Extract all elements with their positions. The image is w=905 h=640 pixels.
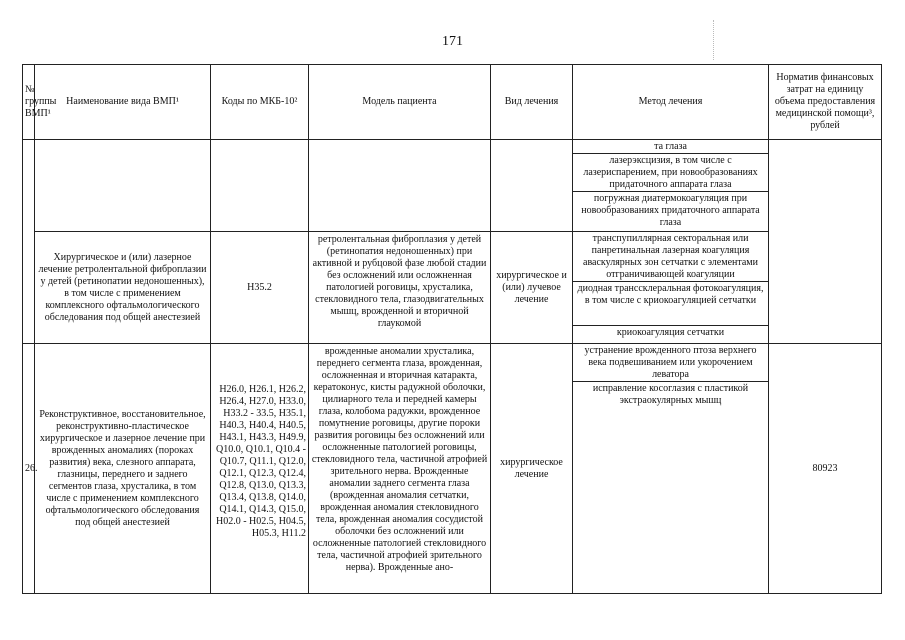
header-group-number: № группы ВМП¹ (23, 65, 35, 140)
cell-empty (35, 140, 211, 232)
header-icd-codes: Коды по МКБ-10² (211, 65, 309, 140)
header-treatment-method: Метод лечения (573, 65, 769, 140)
header-patient-model: Модель пациента (309, 65, 491, 140)
cell-empty (309, 140, 491, 232)
cell-norm-empty (769, 140, 882, 344)
header-cost-norm: Норматив финансовых затрат на единицу объема предоставления медицинской помощи³, рублей (769, 65, 882, 140)
cell-patient-model: ретролентальная фиброплазия у детей (ретинопатия недоношенных) при активной и рубцовой фазе любой стадии без осложнений или осложненная патологией роговицы, хрусталика, стекловидного тела, глазодвигательных мышц, врожденной и вторичной глаукомой (309, 232, 491, 344)
cell-icd-codes: H35.2 (211, 232, 309, 344)
method-item: лазерэксцизия, в том числе с лазериспарением, при новообразованиях придаточного аппарата глаза (573, 154, 768, 192)
cell-vmp-name: Реконструктивное, восстановительное, реконструктивно-пластическое хирургическое и лазерное лечение при врожденных аномалиях (пороках развития) века, слезного аппарата, глазницы, переднего и заднего сегментов глаза, хрусталика, в том числе с применением комплексного офтальмологического обследования под общей анестезией (35, 344, 211, 594)
cell-cost-norm: 80923 (769, 344, 882, 594)
cell-group-number: 26. (23, 344, 35, 594)
method-item: криокоагуляция сетчатки (616, 327, 725, 338)
cell-group-number-empty (23, 140, 35, 344)
cell-empty (491, 140, 573, 232)
cell-icd-codes: H26.0, H26.1, H26.2, H26.4, H27.0, H33.0, H33.2 - 33.5, H35.1, H40.3, H40.4, H40.5, H43.1, H43.3, H49.9, Q10.0, Q10.1, Q10.4 - Q10.7, Q11.1, Q12.0, Q12.1, Q12.3, Q12.4, Q12.8, Q13.0, Q13.3, Q13.4, Q13.8, Q14.0, Q14.1, Q14.3, Q15.0, H02.0 - H02.5, H04.5, H05.3, H11.2 (211, 344, 309, 594)
header-treatment-type: Вид лечения (491, 65, 573, 140)
cell-treatment-type: хирургическое и (или) лучевое лечение (491, 232, 573, 344)
header-vmp-name: Наименование вида ВМП¹ (35, 65, 211, 140)
method-item: погружная диатермокоагуляция при новообразованиях придаточного аппарата глаза (581, 193, 760, 228)
cell-methods (573, 140, 769, 232)
cell-patient-model: врожденные аномалии хрусталика, переднего сегмента глаза, врожденная, осложненная и вторичная катаракта, кератоконус, кисты радужной оболочки, цилиарного тела и передней камеры глаза, колобома радужки, врожденное помутнение роговицы, другие пороки развития роговицы без осложнений или осложненные патологией роговицы, стекловидного тела, частичной атрофией зрительного нерва. Врожденные аномалии заднего сегмента глаза (врожденная аномалия сетчатки, врожденная аномалия стекловидного тела, врожденная аномалия сосудистой оболочки без осложнений или осложненные патологией стекловидного тела, частичной атрофией зрительного нерва). Врожденные ано- (309, 344, 491, 594)
cell-empty (211, 140, 309, 232)
cell-vmp-name: Хирургическое и (или) лазерное лечение ретролентальной фиброплазии у детей (ретинопатии недоношенных), в том числе с применением комплексного офтальмологического обследования под общей анестезией (35, 232, 211, 344)
table-row (23, 140, 882, 232)
table-header-row (23, 65, 882, 140)
table-row (23, 344, 882, 594)
table-row (23, 232, 882, 344)
method-item: устранение врожденного птоза верхнего века подвешиванием или укорочением леватора (573, 344, 768, 382)
method-item: диодная транссклеральная фотокоагуляция, в том числе с криокоагуляцией сетчатки (573, 282, 768, 326)
method-item: та глаза (573, 140, 768, 154)
cell-methods (573, 344, 769, 594)
vmp-table (22, 64, 882, 594)
method-item: исправление косоглазия с пластикой экстраокулярных мышц (592, 383, 749, 406)
page-number: 171 (442, 34, 463, 49)
method-item: транспупиллярная секторальная или панретинальная лазерная коагуляция аваскулярных зон сетчатки с элементами отграничивающей коагуляции (573, 232, 768, 282)
cell-treatment-type: хирургическое лечение (491, 344, 573, 594)
cell-methods (573, 232, 769, 344)
